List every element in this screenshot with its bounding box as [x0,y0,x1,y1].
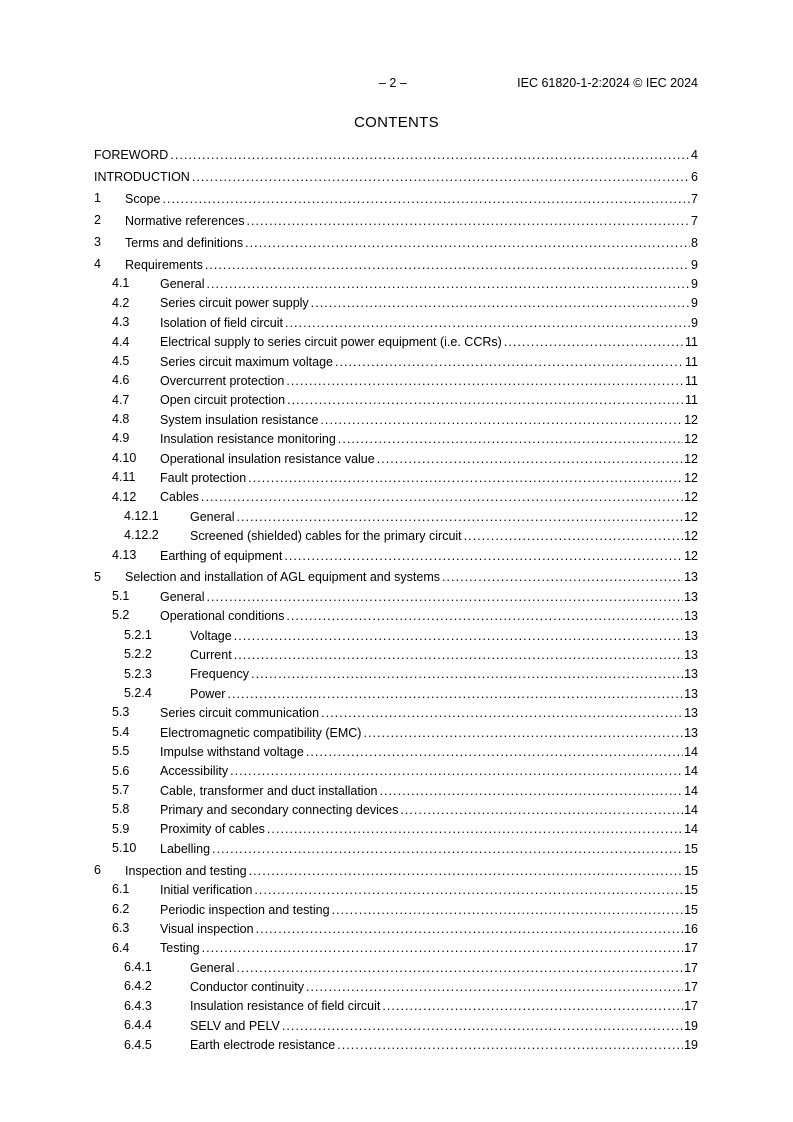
toc-entry[interactable] [94,410,698,429]
toc-entry[interactable] [94,189,698,208]
toc-entry-title: System insulation resistance [160,412,319,427]
toc-entry-number: 6.2 [112,901,130,916]
toc-entry[interactable] [94,167,698,186]
document-id: IEC 61820-1-2:2024 © IEC 2024 [517,76,698,90]
toc-entry-number: 5.6 [112,763,130,778]
toc-entry[interactable] [94,294,698,313]
toc-entry-title: Fault protection [160,470,247,485]
toc-entry-title: Proximity of cables [160,822,265,837]
toc-entry-title: Visual inspection [160,921,254,936]
toc-entry-number: 4.6 [112,373,130,388]
toc-entry[interactable] [94,958,698,977]
toc-entry-title: INTRODUCTION [94,170,190,185]
toc-leader-dots [206,277,690,291]
toc-entry[interactable] [94,1036,698,1055]
toc-entry-title: Selection and installation of AGL equipment and systems [125,570,441,585]
toc-entry[interactable] [94,781,698,800]
toc-entry-page: 13 [684,686,698,701]
table-of-contents [94,143,698,1055]
toc-entry-title: Series circuit power supply [160,296,309,311]
toc-entry-title: Power [190,686,226,701]
toc-leader-dots [464,529,683,543]
toc-leader-dots [170,148,690,162]
toc-leader-dots [267,822,683,836]
toc-entry-title: General [190,509,235,524]
toc-leader-dots [286,609,683,623]
toc-entry-number: 5.5 [112,744,130,759]
toc-leader-dots [230,764,683,778]
toc-leader-dots [306,745,683,759]
toc-entry-page: 12 [684,490,698,505]
toc-entry-number: 5.2.3 [124,666,152,681]
toc-entry-page: 17 [684,960,698,975]
toc-entry-page: 16 [684,921,698,936]
toc-entry[interactable] [94,488,698,507]
toc-leader-dots [251,667,683,681]
toc-entry[interactable] [94,919,698,938]
toc-entry-title: Cable, transformer and duct installation [160,783,378,798]
toc-entry-title: Earthing of equipment [160,548,283,563]
toc-entry[interactable] [94,255,698,274]
toc-entry-title: Insulation resistance of field circuit [190,999,381,1014]
toc-entry-title: Conductor continuity [190,980,304,995]
toc-entry-title: General [190,960,235,975]
toc-entry-page: 15 [684,863,698,878]
toc-entry-title: Screened (shielded) cables for the primary circuit [190,529,462,544]
toc-entry[interactable] [94,939,698,958]
toc-entry[interactable] [94,900,698,919]
toc-entry-number: 4.10 [112,450,137,465]
toc-leader-dots [286,374,684,388]
toc-entry-number: 4.2 [112,295,130,310]
toc-entry-title: Requirements [125,257,203,272]
toc-entry-number: 5.9 [112,821,130,836]
toc-entry[interactable] [94,146,698,165]
toc-entry-page: 13 [684,706,698,721]
toc-entry-page: 15 [684,841,698,856]
toc-entry[interactable] [94,449,698,468]
toc-entry[interactable] [94,507,698,526]
toc-entry-page: 12 [684,451,698,466]
toc-entry-number: 1 [94,191,101,206]
toc-entry-title: Overcurrent protection [160,373,285,388]
toc-entry-number: 3 [94,235,101,250]
toc-entry-number: 6.4.3 [124,998,152,1013]
toc-entry-number: 4.11 [112,470,136,485]
toc-entry-page: 12 [684,548,698,563]
toc-entry-number: 4.8 [112,412,130,427]
toc-entry-page: 9 [691,257,698,272]
toc-entry-number: 4.5 [112,353,130,368]
toc-leader-dots [201,490,683,504]
toc-entry-title: General [160,277,205,292]
toc-entry-page: 11 [685,335,698,350]
toc-entry[interactable] [94,880,698,899]
toc-entry[interactable] [94,606,698,625]
toc-entry[interactable] [94,800,698,819]
toc-entry-title: Accessibility [160,764,229,779]
toc-leader-dots [205,258,690,272]
toc-entry-page: 12 [684,412,698,427]
toc-entry-number: 6.4.2 [124,979,152,994]
toc-leader-dots [234,648,683,662]
toc-entry-title: Voltage [190,628,232,643]
toc-entry[interactable] [94,762,698,781]
toc-entry-page: 15 [684,883,698,898]
toc-leader-dots [363,726,683,740]
toc-leader-dots [192,170,690,184]
toc-entry[interactable] [94,371,698,390]
toc-entry[interactable] [94,665,698,684]
toc-leader-dots [202,941,683,955]
toc-entry-page: 11 [685,354,698,369]
toc-entry-page: 7 [691,191,698,206]
toc-entry-title: Electromagnetic compatibility (EMC) [160,725,362,740]
toc-entry[interactable] [94,211,698,230]
toc-entry-title: Scope [125,191,161,206]
toc-entry[interactable] [94,546,698,565]
toc-entry-number: 5.2.2 [124,647,152,662]
toc-entry-page: 12 [684,432,698,447]
toc-entry[interactable] [94,839,698,858]
toc-entry[interactable] [94,313,698,332]
toc-entry-page: 9 [691,277,698,292]
toc-entry-title: SELV and PELV [190,1018,280,1033]
toc-leader-dots [382,999,683,1013]
toc-leader-dots [338,432,683,446]
toc-entry-title: Testing [160,941,200,956]
toc-leader-dots [311,296,690,310]
toc-leader-dots [236,510,683,524]
toc-entry-number: 4.13 [112,547,137,562]
toc-entry-page: 13 [684,667,698,682]
toc-entry-page: 12 [684,509,698,524]
toc-entry[interactable] [94,526,698,545]
toc-entry-page: 14 [684,783,698,798]
toc-leader-dots [256,922,684,936]
page-number: – 2 – [379,76,407,90]
toc-entry-page: 19 [684,1038,698,1053]
toc-entry-number: 5.8 [112,802,130,817]
toc-entry-page: 15 [684,902,698,917]
toc-entry-title: Terms and definitions [125,235,244,250]
page-title: CONTENTS [354,114,439,131]
toc-entry[interactable] [94,626,698,645]
toc-entry-page: 17 [684,980,698,995]
toc-entry-title: Earth electrode resistance [190,1038,336,1053]
toc-entry[interactable] [94,391,698,410]
toc-entry-number: 5.2.4 [124,686,152,701]
toc-entry-number: 4.9 [112,431,130,446]
toc-leader-dots [248,471,683,485]
toc-entry[interactable] [94,568,698,587]
toc-entry[interactable] [94,645,698,664]
toc-leader-dots [287,393,684,407]
toc-entry[interactable] [94,861,698,880]
toc-entry-number: 4.12 [112,489,137,504]
toc-entry[interactable] [94,977,698,996]
toc-entry[interactable] [94,723,698,742]
toc-entry-page: 13 [684,570,698,585]
toc-entry-number: 4.3 [112,315,130,330]
toc-entry-page: 12 [684,470,698,485]
toc-entry[interactable] [94,684,698,703]
toc-leader-dots [379,784,683,798]
toc-leader-dots [212,842,683,856]
toc-entry-title: Series circuit maximum voltage [160,354,333,369]
toc-entry[interactable] [94,997,698,1016]
toc-leader-dots [206,590,683,604]
toc-entry-number: 5 [94,569,101,584]
toc-entry[interactable] [94,333,698,352]
toc-leader-dots [504,335,684,349]
toc-entry-title: Operational insulation resistance value [160,451,375,466]
toc-leader-dots [442,570,683,584]
toc-entry-number: 4.12.1 [124,509,159,524]
toc-entry-number: 6.1 [112,882,130,897]
toc-entry-page: 12 [684,529,698,544]
toc-leader-dots [284,549,683,563]
toc-entry-title: Series circuit communication [160,706,320,721]
toc-entry[interactable] [94,1016,698,1035]
toc-leader-dots [227,687,683,701]
toc-leader-dots [400,803,683,817]
toc-entry-number: 6.4.4 [124,1018,152,1033]
toc-entry-number: 6.4.5 [124,1037,152,1052]
toc-entry[interactable] [94,468,698,487]
toc-entry-page: 13 [684,628,698,643]
toc-leader-dots [282,1019,683,1033]
toc-entry-title: Primary and secondary connecting devices [160,803,399,818]
toc-entry-number: 5.2 [112,608,130,623]
toc-entry-page: 13 [684,589,698,604]
toc-entry-page: 17 [684,999,698,1014]
toc-entry-page: 9 [691,315,698,330]
page-header [94,76,698,92]
toc-entry-title: Operational conditions [160,609,285,624]
toc-entry-page: 13 [684,609,698,624]
toc-entry-number: 6.4.1 [124,960,152,975]
toc-entry[interactable] [94,274,698,293]
toc-entry-title: Electrical supply to series circuit power equipment (i.e. CCRs) [160,335,502,350]
toc-entry-title: Open circuit protection [160,393,286,408]
toc-leader-dots [254,883,683,897]
toc-entry-title: Periodic inspection and testing [160,902,330,917]
toc-entry-title: FOREWORD [94,148,169,163]
toc-entry-page: 4 [691,148,698,163]
toc-entry-number: 4.4 [112,334,130,349]
toc-leader-dots [285,316,690,330]
toc-entry-number: 4 [94,256,101,271]
toc-entry-title: Impulse withstand voltage [160,744,304,759]
toc-entry[interactable] [94,429,698,448]
toc-entry-title: Cables [160,490,199,505]
toc-entry-number: 4.12.2 [124,528,159,543]
toc-entry-page: 14 [684,822,698,837]
toc-entry[interactable] [94,742,698,761]
toc-entry-page: 14 [684,744,698,759]
toc-entry-number: 5.4 [112,724,130,739]
toc-leader-dots [245,236,690,250]
toc-leader-dots [335,355,684,369]
toc-entry-title: Normative references [125,213,245,228]
toc-entry-page: 13 [684,647,698,662]
toc-entry-page: 14 [684,803,698,818]
toc-leader-dots [247,214,691,228]
toc-entry-page: 14 [684,764,698,779]
toc-entry-title: Isolation of field circuit [160,315,283,330]
toc-leader-dots [236,961,683,975]
toc-entry[interactable] [94,587,698,606]
toc-entry-page: 11 [685,393,698,408]
toc-entry-number: 4.1 [112,276,130,291]
toc-leader-dots [337,1038,683,1052]
toc-entry-title: Current [190,647,232,662]
toc-leader-dots [321,706,683,720]
toc-leader-dots [162,192,690,206]
toc-entry-page: 7 [691,213,698,228]
toc-entry-title: Labelling [160,841,211,856]
toc-entry-page: 11 [685,373,698,388]
toc-entry-number: 5.2.1 [124,627,152,642]
toc-entry-number: 4.7 [112,392,130,407]
toc-entry-number: 5.1 [112,589,130,604]
toc-entry-page: 17 [684,941,698,956]
toc-leader-dots [234,629,683,643]
toc-entry[interactable] [94,820,698,839]
toc-entry-number: 5.10 [112,841,137,856]
toc-entry-page: 9 [691,296,698,311]
toc-leader-dots [320,413,683,427]
toc-entry-number: 6.3 [112,921,130,936]
toc-entry-number: 2 [94,213,101,228]
toc-leader-dots [306,980,683,994]
toc-entry-title: Insulation resistance monitoring [160,432,336,447]
toc-entry[interactable] [94,352,698,371]
toc-leader-dots [332,903,684,917]
toc-entry-title: Initial verification [160,883,253,898]
toc-entry-page: 8 [691,235,698,250]
toc-entry-number: 5.3 [112,705,130,720]
toc-leader-dots [377,452,683,466]
toc-entry-number: 6 [94,863,101,878]
toc-entry-number: 6.4 [112,940,130,955]
toc-entry-page: 19 [684,1018,698,1033]
toc-entry-title: Inspection and testing [125,863,247,878]
toc-entry[interactable] [94,233,698,252]
toc-entry-title: General [160,589,205,604]
toc-entry-title: Frequency [190,667,250,682]
toc-entry-page: 6 [691,170,698,185]
toc-entry-number: 5.7 [112,783,130,797]
toc-leader-dots [249,864,683,878]
toc-entry-page: 13 [684,725,698,740]
toc-entry[interactable] [94,703,698,722]
